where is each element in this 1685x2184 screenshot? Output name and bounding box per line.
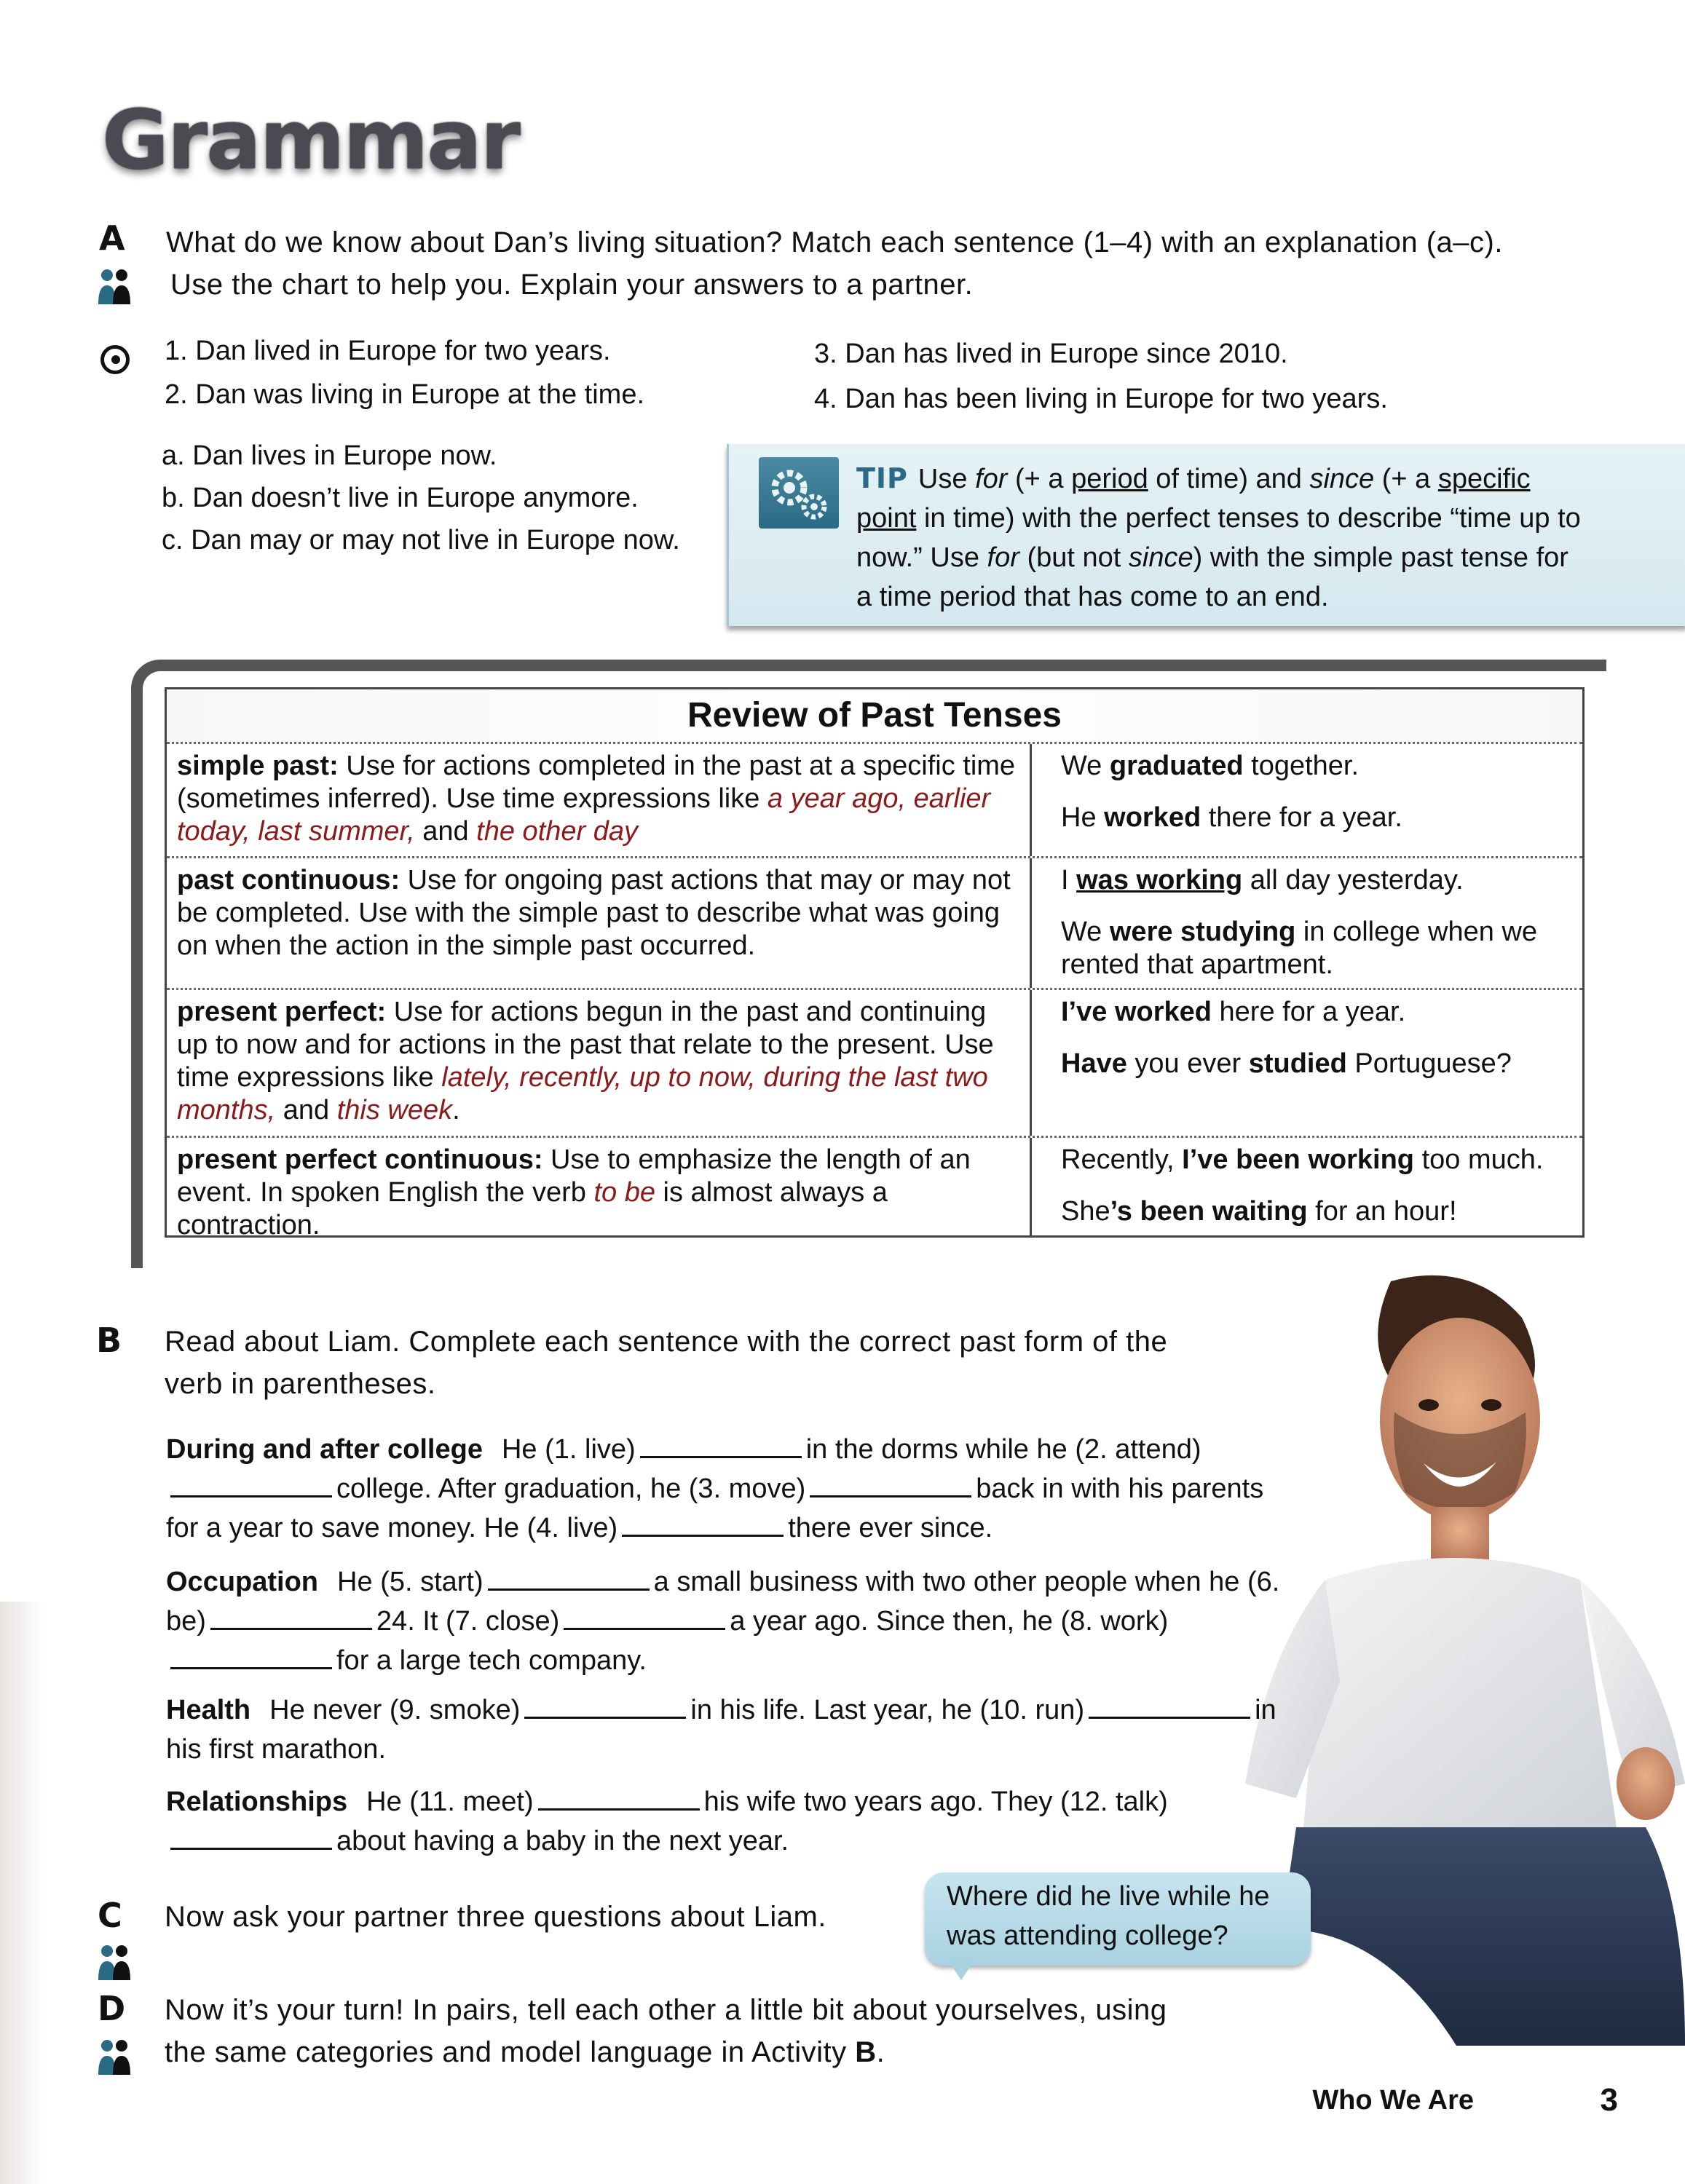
paragraph-health [166, 1690, 1280, 1769]
answer-blank-10[interactable] [1089, 1692, 1250, 1719]
pair-work-icon [98, 2038, 131, 2076]
category-label: During and after college [166, 1434, 483, 1465]
tip-t4: (+ a [1374, 464, 1438, 494]
rule-text: and [414, 816, 477, 847]
table-cell-examples [1032, 744, 1582, 856]
answer-blank-9[interactable] [524, 1692, 686, 1719]
paragraph-relationships [166, 1782, 1280, 1861]
audio-icon [100, 345, 130, 374]
answer-blank-8[interactable] [170, 1642, 332, 1669]
time-expression: a year ago, earlier today, last summer, [177, 783, 991, 847]
para-text: in his first marathon. [166, 1695, 1276, 1765]
table-row [167, 744, 1582, 858]
para-text: a year ago. Since then, he (8. work) [730, 1606, 1169, 1637]
table-row [167, 858, 1582, 990]
answer-blank-2[interactable] [170, 1471, 332, 1497]
pair-work-icon [98, 268, 131, 306]
rule-text: and [275, 1095, 337, 1125]
answer-blank-4[interactable] [622, 1510, 784, 1537]
para-text: for a large tech company. [336, 1645, 647, 1676]
rule-text: Use for actions begun in the past and continuing up to now and for actions in the past that relate to the present. Use time expressions like [177, 997, 994, 1093]
table-cell-examples [1032, 1138, 1582, 1235]
explanation-a: a. Dan lives in Europe now. [162, 440, 497, 471]
review-table-title: Review of Past Tenses [167, 689, 1582, 744]
rule-text: Use to emphasize the length of an event. In spoken English the verb [177, 1144, 971, 1208]
category-label: Relationships [166, 1787, 348, 1817]
example-sentence: We graduated together. [1061, 751, 1360, 781]
example-sentence: I was working all day yesterday. [1061, 865, 1464, 895]
table-cell-examples [1032, 990, 1582, 1136]
example-sentence: I’ve worked here for a year. [1061, 997, 1406, 1027]
answer-blank-6[interactable] [210, 1603, 372, 1630]
tense-name: simple past: [177, 751, 339, 781]
review-table [165, 687, 1585, 1241]
tip-period: period [1071, 464, 1148, 494]
answer-blank-11[interactable] [538, 1784, 700, 1811]
example-sentence: We were studying in college when we rented that apartment. [1061, 917, 1538, 980]
example-sentence: Have you ever studied Portuguese? [1061, 1048, 1512, 1079]
paragraph-college [166, 1430, 1280, 1548]
page-title: Grammar [102, 93, 519, 188]
tip-t2: (+ a [1007, 464, 1072, 494]
section-d-instruction-2: the same categories and model language in Activity B. [165, 2036, 885, 2068]
para-text: He (1. live) [501, 1434, 636, 1465]
answer-blank-5[interactable] [488, 1564, 650, 1591]
section-b-instruction-2: verb in parentheses. [165, 1368, 436, 1400]
para-text: college. After graduation, he (3. move) [336, 1473, 806, 1504]
table-row [167, 1138, 1582, 1241]
page-number: 3 [1600, 2082, 1618, 2118]
example-sentence: She’s been waiting for an hour! [1061, 1196, 1457, 1227]
section-c-instruction: Now ask your partner three questions about Liam. [165, 1901, 826, 1933]
background-photo-edge [0, 1602, 44, 2184]
example-sentence: Recently, I’ve been working too much. [1061, 1144, 1544, 1175]
table-cell-rule [167, 1138, 1032, 1241]
answer-blank-12[interactable] [170, 1823, 332, 1850]
answer-blank-1[interactable] [640, 1431, 802, 1458]
explanation-b: b. Dan doesn’t live in Europe anymore. [162, 483, 639, 513]
para-text: his wife two years ago. They (12. talk) [703, 1787, 1168, 1817]
tense-name: present perfect continuous: [177, 1144, 543, 1175]
explanation-c: c. Dan may or may not live in Europe now. [162, 525, 680, 555]
para-text: He never (9. smoke) [269, 1695, 521, 1725]
section-letter-d: D [98, 1989, 126, 2028]
para-text: in the dorms while he (2. attend) [805, 1434, 1201, 1465]
tip-t3: of time) and [1148, 464, 1310, 494]
tip-since2: since [1128, 542, 1193, 573]
para-text: 24. It (7. close) [376, 1606, 560, 1637]
tip-for2: for [987, 542, 1019, 573]
para-text: about having a baby in the next year. [336, 1826, 789, 1856]
sentence-4: 4. Dan has been living in Europe for two years. [814, 384, 1388, 414]
tip-t6: in time) with the perfect tenses to describe “time up to now.” Use [856, 503, 1581, 573]
time-expression: to be [593, 1177, 655, 1208]
pair-work-icon [98, 1944, 131, 1982]
para-text: He (5. start) [337, 1567, 484, 1597]
section-b-instruction-1: Read about Liam. Complete each sentence with the correct past form of the [165, 1326, 1168, 1358]
sentence-2: 2. Dan was living in Europe at the time. [165, 379, 645, 410]
table-cell-rule [167, 990, 1032, 1136]
section-letter-b: B [96, 1321, 122, 1360]
tip-label: TIP [856, 462, 908, 494]
tip-t1: Use [918, 464, 976, 494]
rule-text: Use for actions completed in the past at a specific time (sometimes inferred). Use time expressions like [177, 751, 1016, 814]
section-letter-c: C [98, 1896, 122, 1935]
sentence-3: 3. Dan has lived in Europe since 2010. [814, 339, 1288, 369]
category-label: Health [166, 1695, 251, 1725]
speech-bubble-tail [947, 1958, 976, 1980]
tip-specific: specific [1437, 464, 1531, 494]
tip-for1: for [975, 464, 1008, 494]
section-a-instruction-1: What do we know about Dan’s living situation? Match each sentence (1–4) with an explanation (a–c). [166, 226, 1503, 258]
time-expression: lately, recently, up to now, during the last two months, [177, 1062, 988, 1125]
para-text: in his life. Last year, he (10. run) [690, 1695, 1085, 1725]
category-label: Occupation [166, 1567, 319, 1597]
table-cell-rule [167, 744, 1032, 856]
tip-point: point [856, 503, 917, 534]
rule-text: Use for ongoing past actions that may or may not be completed. Use with the simple past to describe what was going on when the action in the simple past occurred. [177, 865, 1011, 961]
section-d-instruction-1: Now it’s your turn! In pairs, tell each other a little bit about yourselves, using [165, 1994, 1167, 2026]
section-a-instruction-2: Use the chart to help you. Explain your answers to a partner. [170, 269, 974, 301]
example-sentence: He worked there for a year. [1061, 802, 1402, 833]
section-letter-a: A [99, 218, 125, 258]
para-text: back in with his parents for a year to save money. He (4. live) [166, 1473, 1264, 1543]
paragraph-occupation [166, 1562, 1280, 1680]
answer-blank-3[interactable] [810, 1471, 971, 1497]
time-expression: this week [336, 1095, 453, 1125]
unit-label: Who We Are [1312, 2085, 1474, 2116]
para-text: a small business with two other people when he (6. be) [166, 1567, 1280, 1637]
rule-text: . [452, 1095, 460, 1125]
rule-text: is almost always a contraction. [177, 1177, 888, 1241]
tip-since1: since [1309, 464, 1375, 494]
tip-t8: ) with the simple past tense for a time period that has come to an end. [856, 542, 1568, 612]
answer-blank-7[interactable] [564, 1603, 725, 1630]
sentence-1: 1. Dan lived in Europe for two years. [165, 336, 611, 366]
gears-icon [759, 457, 839, 529]
tip-text [856, 459, 1585, 617]
table-row [167, 990, 1582, 1138]
tip-t7: (but not [1019, 542, 1129, 573]
tense-name: present perfect: [177, 997, 387, 1027]
tense-name: past continuous: [177, 865, 400, 895]
para-text: there ever since. [788, 1513, 993, 1543]
table-cell-rule [167, 858, 1032, 988]
para-text: He (11. meet) [366, 1787, 534, 1817]
time-expression: the other day [476, 816, 638, 847]
table-cell-examples [1032, 858, 1582, 988]
speech-bubble-text: Where did he live while he was attending college? [947, 1881, 1270, 1951]
